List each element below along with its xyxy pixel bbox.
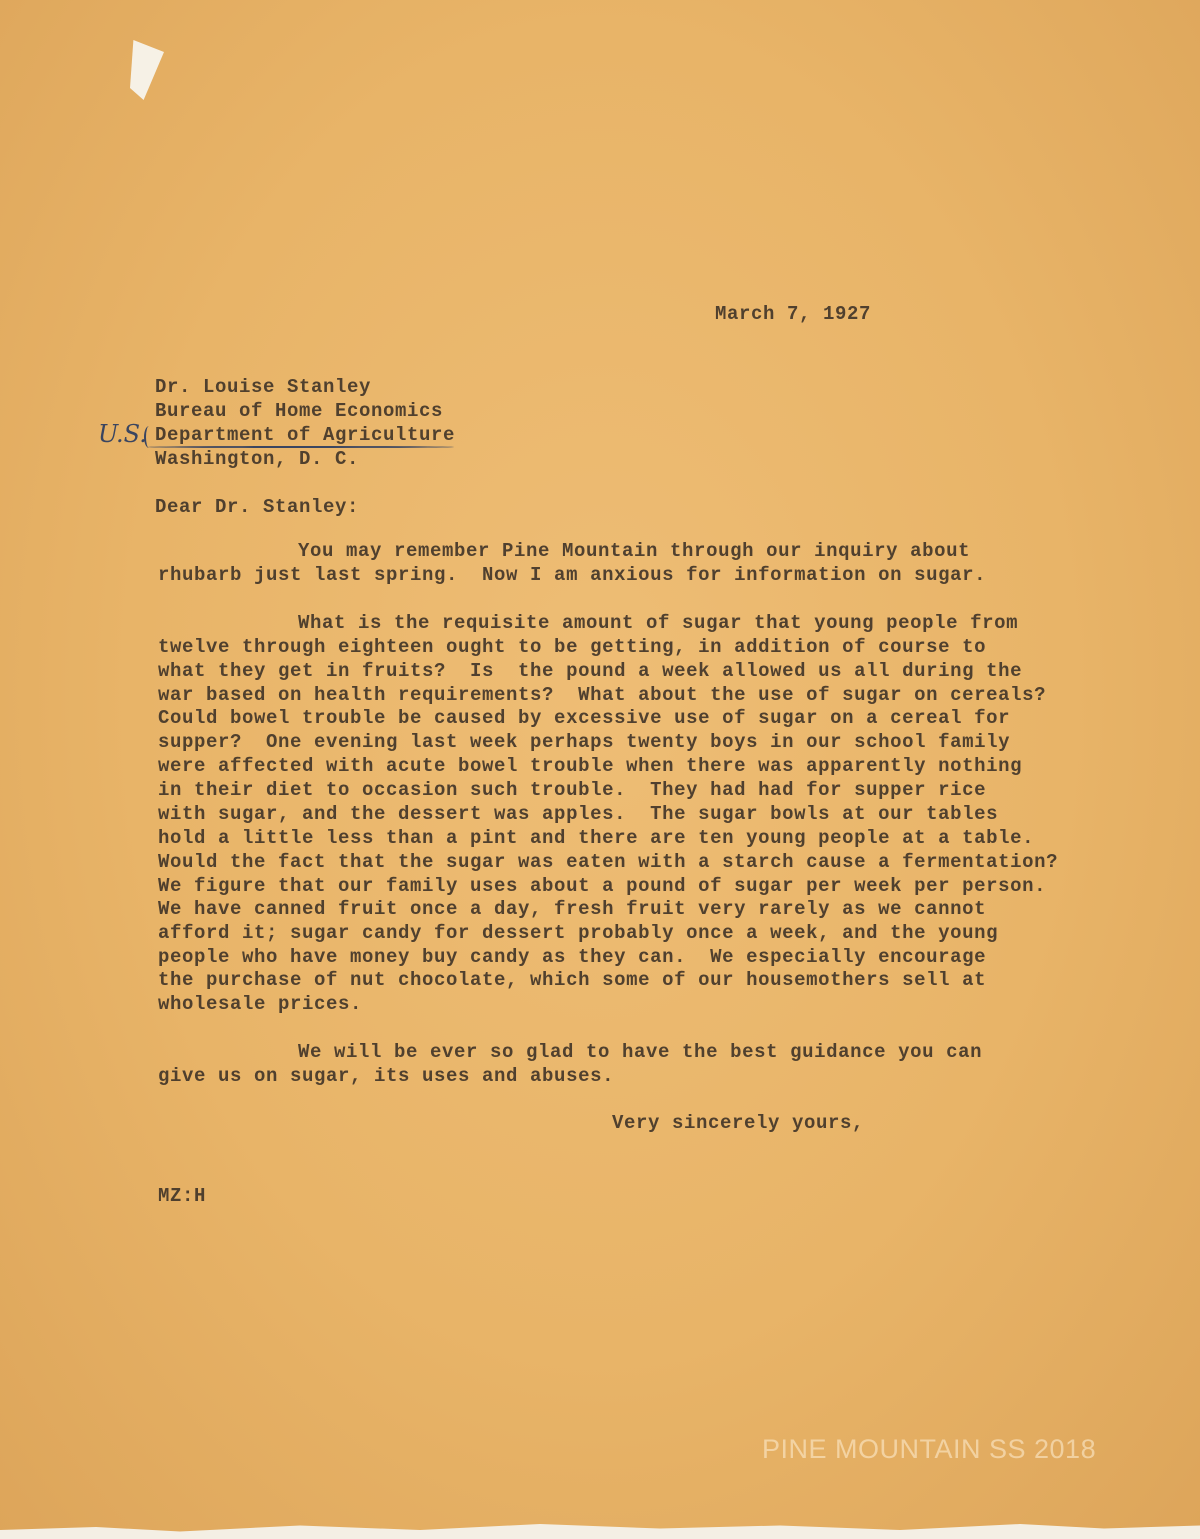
paragraph-line: You may remember Pine Mountain through our inquiry about: [298, 540, 971, 562]
recipient-name: Dr. Louise Stanley: [155, 376, 372, 398]
handwritten-underline: [148, 446, 454, 448]
paragraph-line: twelve through eighteen ought to be getting, in addition of course to: [158, 636, 987, 658]
paragraph-line: people who have money buy candy as they can. We especially encourage: [158, 946, 987, 968]
watermark: PINE MOUNTAIN SS 2018: [762, 1434, 1097, 1464]
paragraph-line: war based on health requirements? What about the use of sugar on cereals?: [158, 684, 1047, 706]
paragraph-line: were affected with acute bowel trouble when there was apparently nothing: [158, 755, 1023, 777]
salutation: Dear Dr. Stanley:: [155, 496, 360, 518]
handwritten-annotation: U.S.: [98, 420, 147, 448]
paragraph-line: rhubarb just last spring. Now I am anxious for information on sugar.: [158, 564, 987, 586]
torn-bottom-edge: [0, 1509, 1200, 1539]
recipient-department: Department of Agriculture: [155, 424, 456, 446]
paragraph-line: wholesale prices.: [158, 993, 363, 1015]
paragraph-line: We figure that our family uses about a pound of sugar per week per person.: [158, 875, 1047, 897]
paragraph-line: give us on sugar, its uses and abuses.: [158, 1065, 615, 1087]
torn-corner: [130, 40, 164, 100]
paragraph-line: in their diet to occasion such trouble. They had had for supper rice: [158, 779, 987, 801]
paragraph-line: what they get in fruits? Is the pound a week allowed us all during the: [158, 660, 1023, 682]
recipient-bureau: Bureau of Home Economics: [155, 400, 444, 422]
paragraph-line: the purchase of nut chocolate, which some of our housemothers sell at: [158, 969, 987, 991]
paragraph-line: hold a little less than a pint and there are ten young people at a table.: [158, 827, 1035, 849]
closing: Very sincerely yours,: [612, 1112, 865, 1134]
paragraph-line: with sugar, and the dessert was apples. The sugar bowls at our tables: [158, 803, 999, 825]
paragraph-line: Could bowel trouble be caused by excessive use of sugar on a cereal for: [158, 707, 1011, 729]
paragraph-line: supper? One evening last week perhaps twenty boys in our school family: [158, 731, 1011, 753]
paragraph-line: afford it; sugar candy for dessert probably once a week, and the young: [158, 922, 999, 944]
paragraph-line: We have canned fruit once a day, fresh fruit very rarely as we cannot: [158, 898, 987, 920]
paragraph-line: What is the requisite amount of sugar that young people from: [298, 612, 1019, 634]
letter-date: March 7, 1927: [715, 303, 872, 325]
recipient-city: Washington, D. C.: [155, 448, 360, 470]
paragraph-line: Would the fact that the sugar was eaten with a starch cause a fermentation?: [158, 851, 1059, 873]
paragraph-line: We will be ever so glad to have the best guidance you can: [298, 1041, 983, 1063]
handwritten-bracket: [144, 426, 154, 448]
typist-initials: MZ:H: [158, 1185, 207, 1207]
